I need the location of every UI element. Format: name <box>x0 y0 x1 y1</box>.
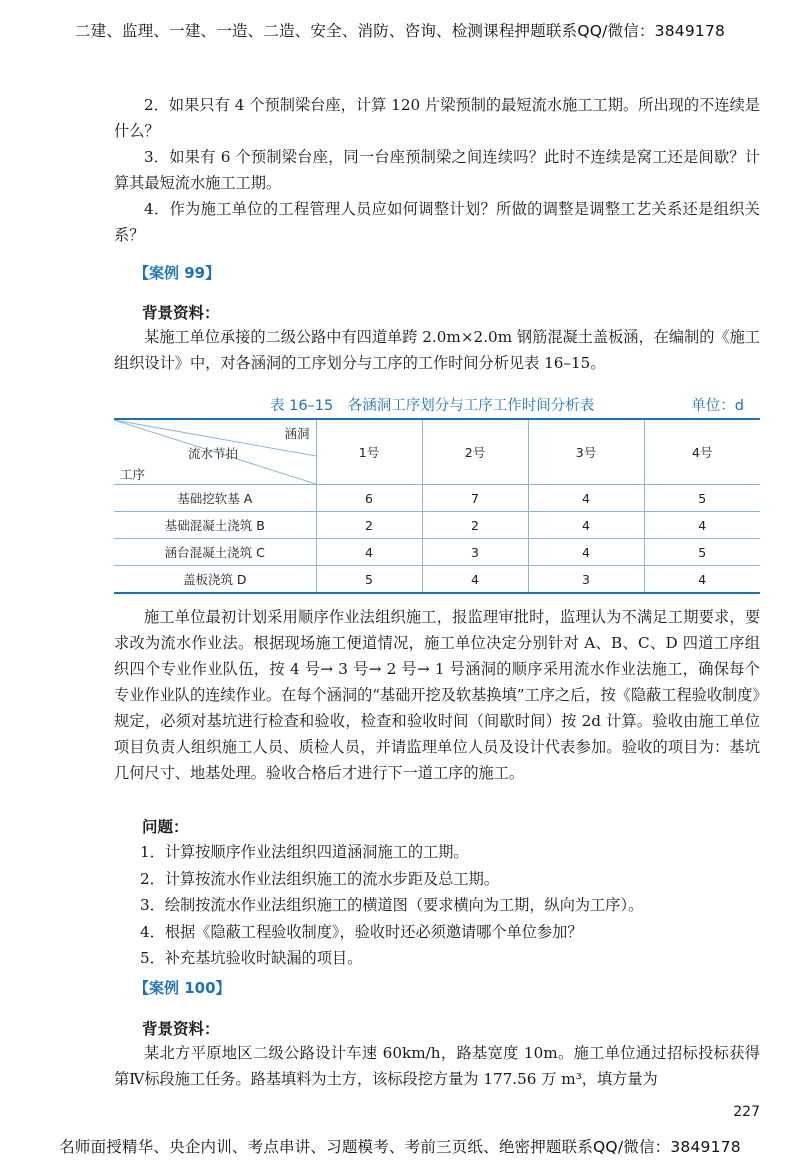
case-99-bg-body <box>114 604 760 786</box>
table-cell: 4 <box>316 539 422 566</box>
table-corner-cell <box>114 419 316 485</box>
case-100-header <box>134 977 780 998</box>
intro-question-4: 4．作为施工单位的工程管理人员应如何调整计划？所做的调整是调整工艺关系还是组织关系？ <box>114 200 760 244</box>
table-cell: 4 <box>644 512 760 539</box>
bottom-banner: 名师面授精华、央企内训、考点串讲、习题模考、考前三页纸、绝密押题联系QQ/微信：3849178 <box>59 1138 741 1156</box>
intro-question-3: 3．如果有 6 个预制梁台座，同一台座预制梁之间连续吗？此时不连续是窝工还是间歇？计算其最短流水施工工期。 <box>114 148 760 192</box>
table-cell: 7 <box>422 485 528 512</box>
case-100-bg <box>114 1040 760 1092</box>
intro-question-2: 2．如果只有 4 个预制梁台座，计算 120 片梁预制的最短流水施工工期。所出现的不连续是什么？ <box>114 96 760 140</box>
list-item: 2．计算按流水作业法组织施工的流水步距及总工期。 <box>140 869 499 888</box>
case-99-bg-intro <box>114 324 760 376</box>
case-99-bg-heading: 背景资料： <box>142 304 220 322</box>
corner-label-beat: 流水节拍 <box>188 446 239 461</box>
table-cell: 4 <box>528 539 644 566</box>
case-99-questions <box>142 815 760 972</box>
table-header-row <box>114 419 760 485</box>
table-cell: 4 <box>528 512 644 539</box>
column-header: 1号 <box>316 419 422 485</box>
case-100-bg-para: 某北方平原地区二级公路设计车速 60km/h，路基宽度 10m。施工单位通过招标投标获得第Ⅳ标段施工任务。路基填料为土方，该标段挖方量为 177.56 万 m³，填方量为 <box>114 1044 760 1088</box>
table-row <box>114 539 760 566</box>
row-label: 盖板浇筑 D <box>114 566 316 594</box>
case-100-bg-heading-wrap <box>142 1017 788 1039</box>
top-banner: 二建、监理、一建、一造、二造、安全、消防、咨询、检测课程押题联系QQ/微信：3849178 <box>74 22 726 40</box>
table-row <box>114 566 760 594</box>
table-cell: 2 <box>316 512 422 539</box>
process-time-table <box>114 418 760 594</box>
case-100-bg-heading: 背景资料： <box>142 1020 220 1038</box>
table-cell: 4 <box>644 566 760 594</box>
table-cell: 5 <box>644 485 760 512</box>
table-caption-unit: 单位：d <box>691 398 744 414</box>
corner-label-culvert: 涵洞 <box>284 426 310 441</box>
table-row <box>114 512 760 539</box>
question-list <box>140 839 760 972</box>
table-cell: 4 <box>528 485 644 512</box>
column-header: 4号 <box>644 419 760 485</box>
column-header: 2号 <box>422 419 528 485</box>
list-item: 4．根据《隐蔽工程验收制度》，验收时还必须邀请哪个单位参加？ <box>140 922 583 941</box>
row-label: 基础挖软基 A <box>114 485 316 512</box>
case-99-title: 【案例 99】 <box>134 264 221 282</box>
case-99-q-heading: 问题： <box>142 818 189 836</box>
row-label: 基础混凝土浇筑 B <box>114 512 316 539</box>
case-100-title: 【案例 100】 <box>134 979 231 997</box>
table-cell: 4 <box>422 566 528 594</box>
table-cell: 3 <box>528 566 644 594</box>
list-item: 1．计算按顺序作业法组织四道涵洞施工的工期。 <box>140 843 469 861</box>
list-item: 3．绘制按流水作业法组织施工的横道图（要求横向为工期，纵向为工序）。 <box>140 896 644 914</box>
table-cell: 3 <box>422 539 528 566</box>
case-99-bg-heading-wrap <box>142 301 788 323</box>
table-cell: 2 <box>422 512 528 539</box>
page-number: 227 <box>733 1104 760 1120</box>
list-item: 5．补充基坑验收时缺漏的项目。 <box>140 949 363 967</box>
table-cell: 6 <box>316 485 422 512</box>
table-caption-title: 表 16–15 各涵洞工序划分与工序工作时间分析表 <box>270 398 595 414</box>
table-cell: 5 <box>644 539 760 566</box>
case-99-bg-para1: 某施工单位承接的二级公路中有四道单跨 2.0m×2.0m 钢筋混凝土盖板涵，在编制的《施工组织设计》中，对各涵洞的工序划分与工序的工作时间分析见表 16–15。 <box>114 328 760 372</box>
intro-questions <box>114 92 760 248</box>
case-99-header <box>134 262 780 283</box>
corner-label-process: 工序 <box>120 467 146 482</box>
row-label: 涵台混凝土浇筑 C <box>114 539 316 566</box>
case-99-bg-para2: 施工单位最初计划采用顺序作业法组织施工，报监理审批时，监理认为不满足工期要求，要求改为流水作业法。根据现场施工便道情况，施工单位决定分别针对 A、B、C、D 四道工序组织四个专业作业队伍，按 4 号→ 3 号→ 2 号→ 1 号涵洞的顺序采用流水作业法施工，确保每个专业作业队的连续作业。在每个涵洞的“基础开挖及软基换填”工序之后，按《隐蔽工程验收制度》规定，必须对基坑进行检查和验收，检查和验收时间（间歇时间）按 2d 计算。验收由施工单位项目负责人组织施工人员、质检人员，并请监理单位人员及设计代表参加。验收的项目为：基坑几何尺寸、地基处理。验收合格后才进行下一道工序的施工。 <box>114 608 760 782</box>
table-caption <box>114 394 760 416</box>
table-row <box>114 485 760 512</box>
table-cell: 5 <box>316 566 422 594</box>
column-header: 3号 <box>528 419 644 485</box>
